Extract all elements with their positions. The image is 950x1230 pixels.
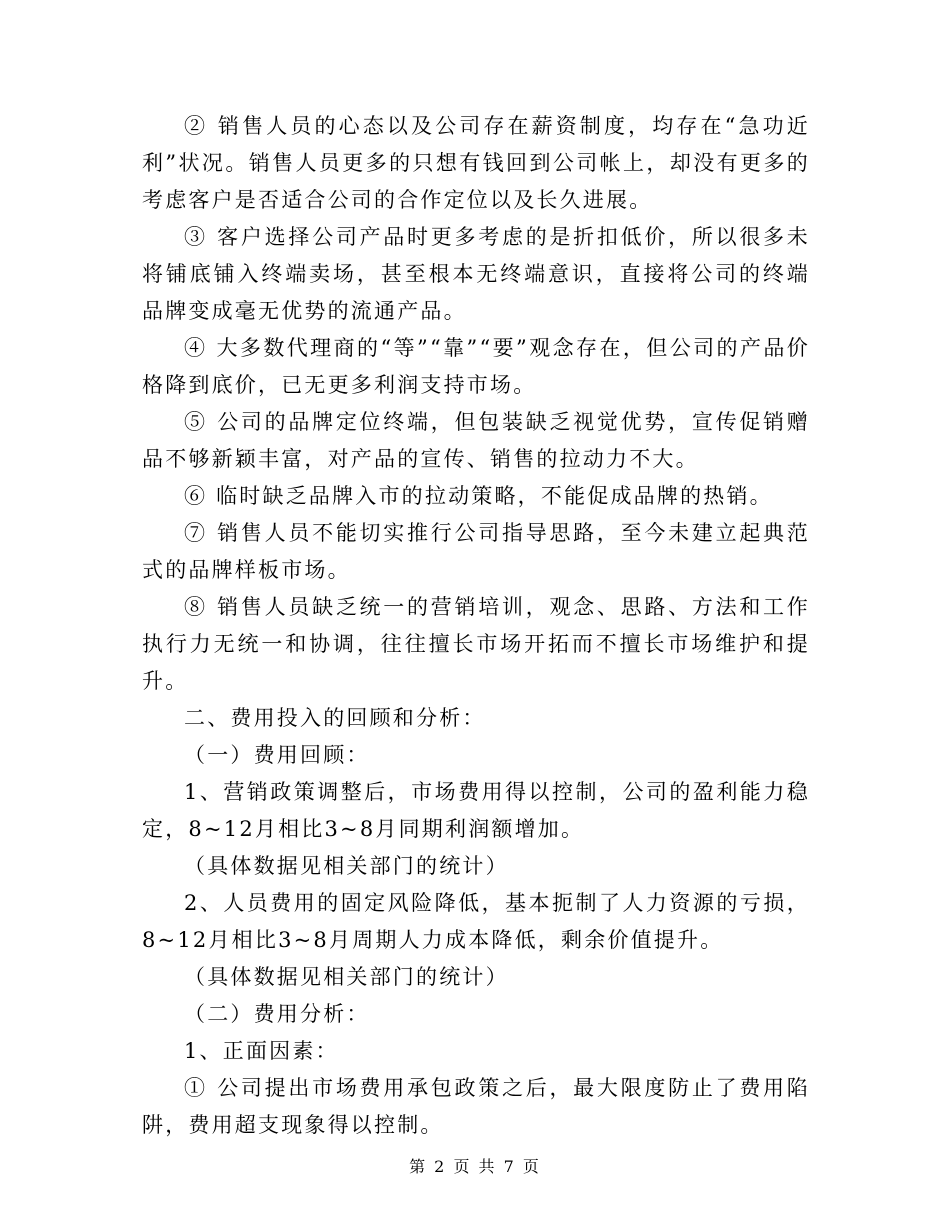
- paragraph-item-6: ⑥ 临时缺乏品牌入市的拉动策略，不能促成品牌的热销。: [184, 484, 773, 508]
- paragraph-item-5: ⑤ 公司的品牌定位终端，但包装缺乏视觉优势，宣传促销赠品不够新颖丰富，对产品的宣传、销售的拉动力不大。: [142, 410, 810, 471]
- section-heading-expense: 二、费用投入的回顾和分析：: [184, 706, 486, 730]
- document-body: [142, 108, 810, 1144]
- paragraph-item-2: ② 销售人员的心态以及公司存在薪资制度，均存在“急功近利”状况。销售人员更多的只想有钱回到公司帐上，却没有更多的考虑客户是否适合公司的合作定位以及长久进展。: [142, 114, 810, 212]
- data-reference-note: （具体数据见相关部门的统计）: [184, 965, 509, 989]
- paragraph-item-4: ④ 大多数代理商的“等”“靠”“要”观念存在，但公司的产品价格降到底价，已无更多利润支持市场。: [142, 336, 810, 397]
- analysis-heading-positive: 1、正面因素：: [184, 1039, 339, 1063]
- paragraph-item-7: ⑦ 销售人员不能切实推行公司指导思路，至今未建立起典范式的品牌样板市场。: [142, 521, 810, 582]
- paragraph-review-1: 1、营销政策调整后，市场费用得以控制，公司的盈利能力稳定，8~12月相比3~8月同期利润额增加。: [142, 780, 810, 841]
- paragraph-item-8: ⑧ 销售人员缺乏统一的营销培训，观念、思路、方法和工作执行力无统一和协调，往往擅长市场开拓而不擅长市场维护和提升。: [142, 595, 810, 693]
- paragraph-positive-1: ① 公司提出市场费用承包政策之后，最大限度防止了费用陷阱，费用超支现象得以控制。: [142, 1076, 810, 1137]
- data-reference-note: （具体数据见相关部门的统计）: [184, 854, 509, 878]
- paragraph-review-2: 2、人员费用的固定风险降低，基本扼制了人力资源的亏损，8~12月相比3~8月周期人力成本降低，剩余价值提升。: [142, 891, 810, 952]
- page-number-footer: 第 2 页 共 7 页: [409, 1157, 541, 1176]
- subsection-heading-review: （一）费用回顾：: [184, 743, 370, 767]
- subsection-heading-analysis: （二）费用分析：: [184, 1002, 370, 1026]
- paragraph-item-3: ③ 客户选择公司产品时更多考虑的是折扣低价，所以很多未将铺底铺入终端卖场，甚至根本无终端意识，直接将公司的终端品牌变成毫无优势的流通产品。: [142, 225, 810, 323]
